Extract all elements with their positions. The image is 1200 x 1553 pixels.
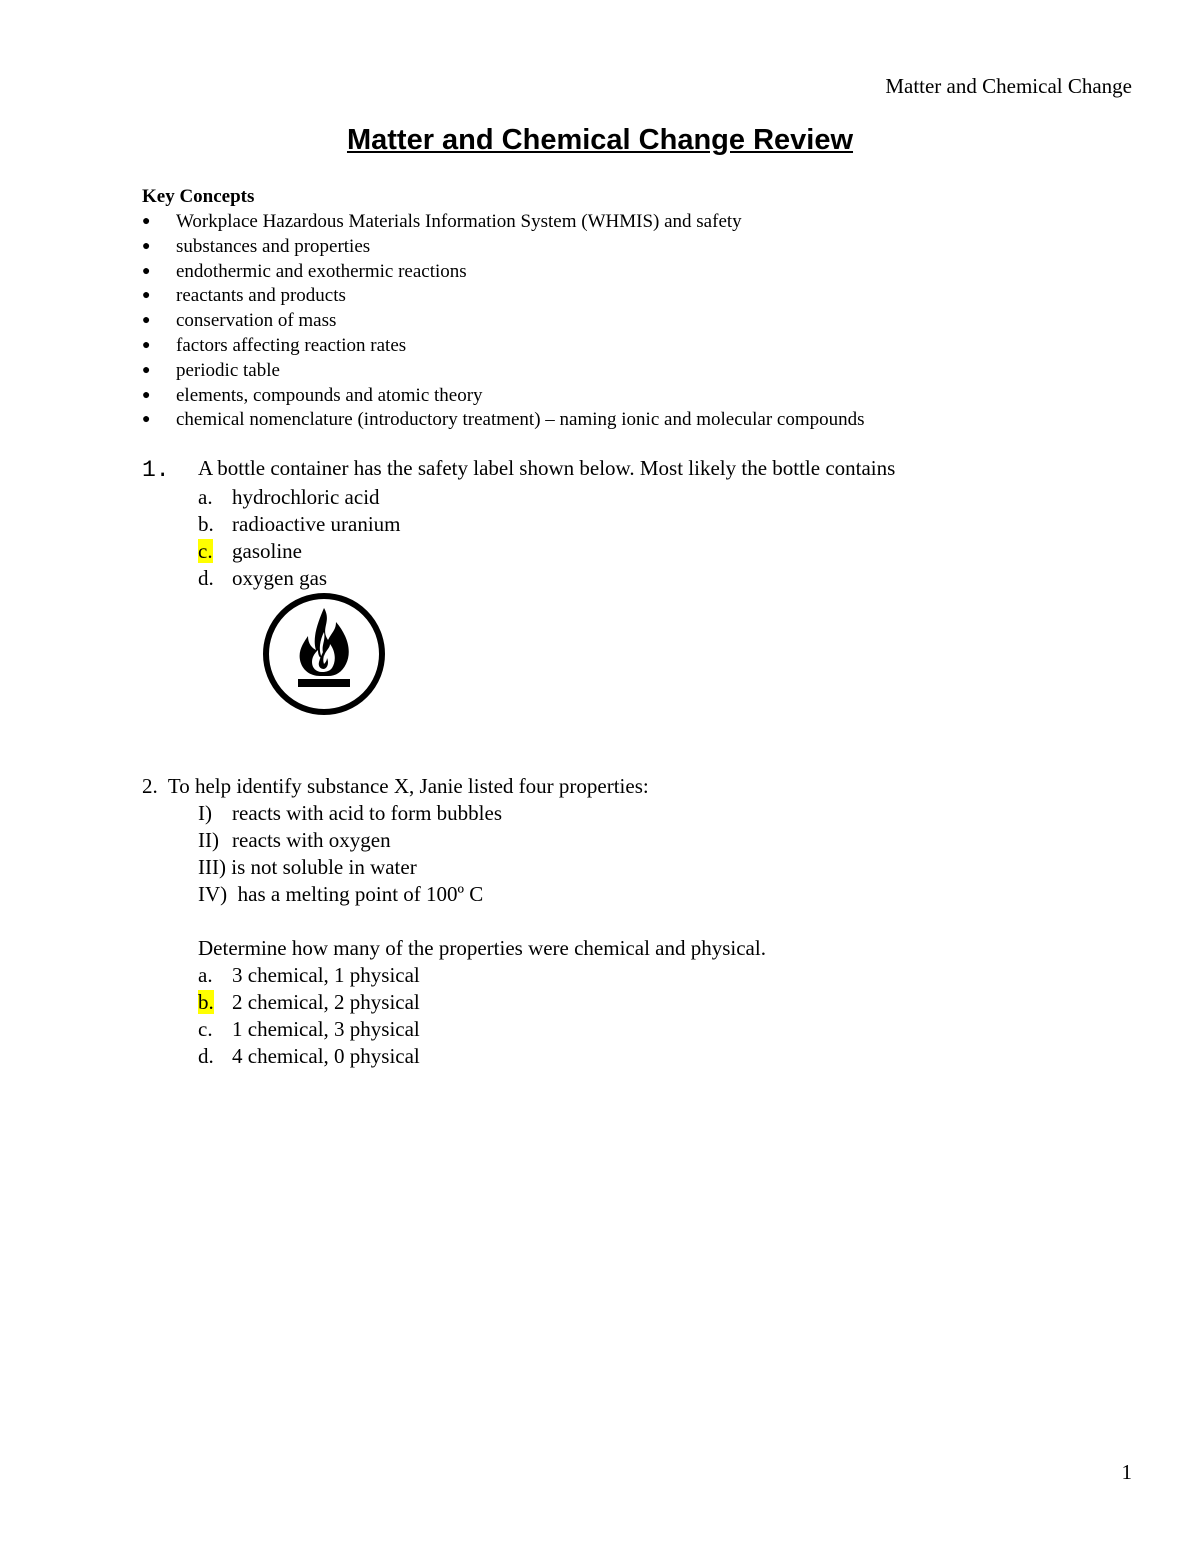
bullet-icon: ● xyxy=(142,337,151,353)
question-1-text: A bottle container has the safety label shown below. Most likely the bottle contains xyxy=(198,456,896,480)
q2-option-a: a. 3 chemical, 1 physical xyxy=(198,963,420,987)
q2-property-iii: III) is not soluble in water xyxy=(198,855,417,879)
page-title: Matter and Chemical Change Review xyxy=(346,124,854,156)
list-item: ● reactants and products xyxy=(142,285,865,310)
bullet-icon: ● xyxy=(142,313,151,329)
question-2: 2. To help identify substance X, Janie listed four properties: xyxy=(142,774,649,798)
q1-option-a: a. hydrochloric acid xyxy=(198,485,380,509)
q2-option-c: c. 1 chemical, 3 physical xyxy=(198,1017,420,1041)
list-item: ● conservation of mass xyxy=(142,310,865,335)
q1-option-c: c. gasoline xyxy=(198,539,302,563)
list-item: ● endothermic and exothermic reactions xyxy=(142,261,865,286)
q2-property-iv: IV) has a melting point of 100º C xyxy=(198,882,484,906)
list-item: ● substances and properties xyxy=(142,236,865,261)
q1-option-d: d. oxygen gas xyxy=(198,566,328,590)
list-item: ● periodic table xyxy=(142,360,865,385)
bullet-icon: ● xyxy=(142,288,151,304)
answer-highlight: b. xyxy=(198,990,214,1014)
q2-option-d: d. 4 chemical, 0 physical xyxy=(198,1044,420,1068)
bullet-icon: ● xyxy=(142,263,151,279)
answer-highlight: c. xyxy=(198,539,213,563)
bullet-icon: ● xyxy=(142,387,151,403)
q2-property-i: I) reacts with acid to form bubbles xyxy=(198,801,503,825)
key-concepts-list xyxy=(142,211,865,434)
list-item: ● elements, compounds and atomic theory xyxy=(142,385,865,410)
q2-property-ii: II) reacts with oxygen xyxy=(198,828,391,852)
page-number: 1 xyxy=(1121,1460,1132,1484)
running-header: Matter and Chemical Change xyxy=(885,74,1132,98)
bullet-icon: ● xyxy=(142,238,151,254)
bullet-icon: ● xyxy=(142,362,151,378)
list-item: ● Workplace Hazardous Materials Information System (WHMIS) and safety xyxy=(142,211,865,236)
list-item: ● chemical nomenclature (introductory treatment) – naming ionic and molecular compounds xyxy=(142,409,865,434)
list-item: ● factors affecting reaction rates xyxy=(142,335,865,360)
key-concepts-heading: Key Concepts xyxy=(142,186,255,207)
q1-option-b: b. radioactive uranium xyxy=(198,512,401,536)
q2-option-b: b. 2 chemical, 2 physical xyxy=(198,990,420,1014)
question-2-prompt: Determine how many of the properties were chemical and physical. xyxy=(198,936,766,960)
bullet-icon: ● xyxy=(142,214,151,229)
bullet-icon: ● xyxy=(142,412,151,428)
question-1-number: 1. xyxy=(142,457,170,483)
flammable-whmis-icon xyxy=(262,592,386,716)
